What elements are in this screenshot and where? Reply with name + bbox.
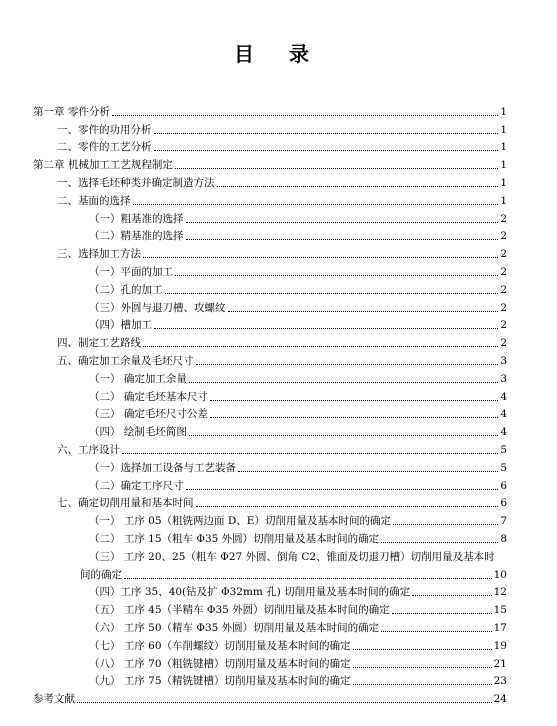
toc-entry-text: 六、工序设计	[57, 443, 120, 456]
toc-entry[interactable]	[33, 172, 507, 190]
toc-leader-dots	[196, 364, 499, 365]
toc-entry-text: （一）选择加工设备与工艺装备	[89, 461, 236, 474]
toc-entry[interactable]	[33, 493, 507, 511]
toc-entry[interactable]	[33, 279, 507, 297]
toc-title: 目 录	[234, 42, 323, 66]
toc-leader-dots	[186, 222, 499, 223]
toc-entry-text: 七、确定切削用量和基本时间	[57, 497, 194, 510]
toc-leader-dots	[196, 506, 499, 507]
toc-entry-text: 一、选择毛坯种类并确定制造方法	[57, 176, 215, 189]
toc-page-number: 23	[493, 675, 507, 688]
toc-leader-dots	[186, 489, 499, 490]
toc-entry-text: （三）外圆与退刀槽、攻螺纹	[89, 301, 226, 314]
toc-entry[interactable]	[33, 315, 507, 333]
toc-page-number: 6	[500, 497, 507, 510]
toc-entry[interactable]	[33, 421, 507, 439]
toc-entry-text: （六） 工序 50（精车 Φ35 外圆）切削用量及基本时间的确定	[89, 621, 380, 634]
toc-entry[interactable]	[33, 599, 507, 617]
toc-page-number: 1	[500, 194, 507, 207]
toc-page-number: 1	[500, 159, 507, 172]
toc-entry-text: （二） 工序 15（粗车 Φ35 外圆）切削用量及基本时间的确定	[89, 532, 380, 545]
toc-leader-dots	[143, 346, 498, 347]
toc-entry-text: （四） 绘制毛坯简图	[89, 426, 187, 439]
toc-entry[interactable]	[33, 154, 507, 172]
toc-entry[interactable]	[33, 510, 507, 528]
toc-page-number: 1	[500, 123, 507, 136]
toc-leader-dots	[353, 667, 492, 668]
toc-entry[interactable]	[33, 243, 507, 261]
toc-entry[interactable]	[33, 688, 507, 706]
toc-page-number: 15	[493, 604, 507, 617]
toc-entry-text: （四）槽加工	[89, 319, 152, 332]
toc-entry-text: 第二章 机械加工工艺规程制定	[33, 159, 173, 172]
toc-leader-dots	[381, 542, 498, 543]
toc-leader-dots	[393, 524, 498, 525]
toc-leader-dots	[124, 578, 492, 579]
toc-entry-text: （三） 确定毛坯尺寸公差	[89, 408, 208, 421]
toc-entry-text: （一）粗基准的选择	[89, 212, 184, 225]
toc-entry-text: 三、选择加工方法	[57, 248, 141, 261]
toc-leader-dots	[392, 613, 492, 614]
toc-page-number: 4	[500, 390, 507, 403]
toc-page-number: 6	[500, 479, 507, 492]
toc-entry[interactable]	[33, 297, 507, 315]
toc-page-number: 7	[500, 515, 507, 528]
toc-entry-text: 参考文献	[33, 693, 75, 706]
toc-entry-text: （五） 工序 45（半精车 Φ35 外圆）切削用量及基本时间的确定	[89, 604, 390, 617]
toc-leader-dots	[154, 133, 499, 134]
toc-page-number: 8	[500, 532, 507, 545]
toc-page-number: 24	[493, 693, 507, 706]
toc-leader-dots	[412, 595, 491, 596]
toc-leader-dots	[186, 239, 499, 240]
toc-entry[interactable]	[33, 671, 507, 689]
toc-entry[interactable]	[33, 119, 507, 137]
toc-entry[interactable]	[33, 226, 507, 244]
toc-leader-dots	[189, 435, 498, 436]
toc-entry-text: （二） 确定毛坯基本尺寸	[89, 390, 208, 403]
toc-leader-dots	[210, 417, 498, 418]
toc-entry[interactable]	[33, 386, 507, 404]
toc-entry[interactable]	[33, 439, 507, 457]
toc-entry-text: 四、制定工艺路线	[57, 337, 141, 350]
toc-page-number: 2	[500, 301, 507, 314]
toc-leader-dots	[112, 115, 498, 116]
toc-entry[interactable]	[33, 546, 507, 564]
toc-page-number: 17	[493, 621, 507, 634]
toc-entry-text: 二、零件的工艺分析	[57, 141, 152, 154]
toc-entry-text: （一） 确定加工余量	[89, 372, 187, 385]
toc-entry-text: （八） 工序 70（粗铣键槽）切削用量及基本时间的确定	[89, 657, 351, 670]
toc-entry[interactable]	[33, 582, 507, 600]
toc-entry-text: 二、基面的选择	[57, 194, 131, 207]
toc-entry-text: 一、零件的功用分析	[57, 123, 152, 136]
toc-leader-dots	[133, 204, 499, 205]
toc-leader-dots	[154, 150, 499, 151]
toc-leader-dots	[175, 275, 498, 276]
toc-entry-text: （一）平面的加工	[89, 265, 173, 278]
toc-page-number: 1	[500, 176, 507, 189]
toc-entry-text: 第一章 零件分析	[33, 105, 110, 118]
toc-entry[interactable]	[33, 564, 507, 582]
toc-entry-text: （三） 工序 20、25（粗车 Φ27 外圆、倒角 C2、锥面及切退刀槽）切削用量及基本时	[89, 550, 495, 563]
toc-entry[interactable]	[33, 653, 507, 671]
toc-page-number: 19	[493, 639, 507, 652]
toc-leader-dots	[77, 702, 492, 703]
toc-leader-dots	[210, 400, 498, 401]
toc-leader-dots	[353, 684, 492, 685]
toc-entry[interactable]	[33, 475, 507, 493]
toc-page-number: 10	[493, 568, 507, 581]
toc-leader-dots	[228, 311, 499, 312]
toc-entry[interactable]	[33, 528, 507, 546]
toc-page-number: 2	[500, 283, 507, 296]
toc-leader-dots	[175, 168, 498, 169]
toc-leader-dots	[165, 293, 499, 294]
toc-entry-text: 五、确定加工余量及毛坯尺寸	[57, 354, 194, 367]
toc-page-number: 21	[493, 657, 507, 670]
toc-entry[interactable]	[33, 190, 507, 208]
toc-entry[interactable]	[33, 457, 507, 475]
toc-page-number: 3	[500, 372, 507, 385]
toc-page-number: 4	[500, 408, 507, 421]
toc-entry[interactable]	[33, 404, 507, 422]
toc-page-number: 1	[500, 141, 507, 154]
toc-entry[interactable]	[33, 635, 507, 653]
toc-leader-dots	[381, 631, 491, 632]
toc-page-number: 2	[500, 248, 507, 261]
toc-page-number: 12	[493, 586, 507, 599]
toc-page-number: 2	[500, 319, 507, 332]
toc-entry[interactable]	[33, 368, 507, 386]
table-of-contents	[33, 101, 507, 706]
toc-leader-dots	[154, 328, 498, 329]
toc-leader-dots	[353, 649, 492, 650]
toc-entry-text: （四）工序 35、40(钻及扩 Φ32mm 孔) 切削用量及基本时间的确定	[89, 586, 411, 599]
toc-entry[interactable]	[33, 101, 507, 119]
toc-entry-text: （二）精基准的选择	[89, 230, 184, 243]
toc-leader-dots	[143, 257, 498, 258]
toc-page-number: 5	[500, 461, 507, 474]
toc-page-number: 2	[500, 265, 507, 278]
toc-page-number: 4	[500, 426, 507, 439]
toc-entry-text: 间的确定	[80, 568, 122, 581]
toc-entry[interactable]	[33, 208, 507, 226]
toc-entry-text: （一） 工序 05（粗铣两边面 D、E）切削用量及基本时间的确定	[89, 515, 391, 528]
toc-entry-text: （七） 工序 60（车削螺纹）切削用量及基本时间的确定	[89, 639, 351, 652]
toc-entry-text: （二）孔的加工	[89, 283, 163, 296]
toc-entry-text: （九） 工序 75（精铣键槽）切削用量及基本时间的确定	[89, 675, 351, 688]
toc-page-number: 3	[500, 354, 507, 367]
toc-entry[interactable]	[33, 137, 507, 155]
toc-entry[interactable]	[33, 261, 507, 279]
toc-page-number: 5	[500, 443, 507, 456]
toc-leader-dots	[238, 471, 498, 472]
toc-entry[interactable]	[33, 617, 507, 635]
toc-leader-dots	[189, 382, 498, 383]
toc-leader-dots	[122, 453, 498, 454]
toc-page-number: 2	[500, 230, 507, 243]
toc-page-number: 2	[500, 212, 507, 225]
toc-page-number: 2	[500, 337, 507, 350]
toc-entry-text: （二）确定工序尺寸	[89, 479, 184, 492]
toc-entry[interactable]	[33, 350, 507, 368]
toc-page-number: 1	[500, 105, 507, 118]
toc-leader-dots	[217, 186, 499, 187]
toc-entry[interactable]	[33, 332, 507, 350]
